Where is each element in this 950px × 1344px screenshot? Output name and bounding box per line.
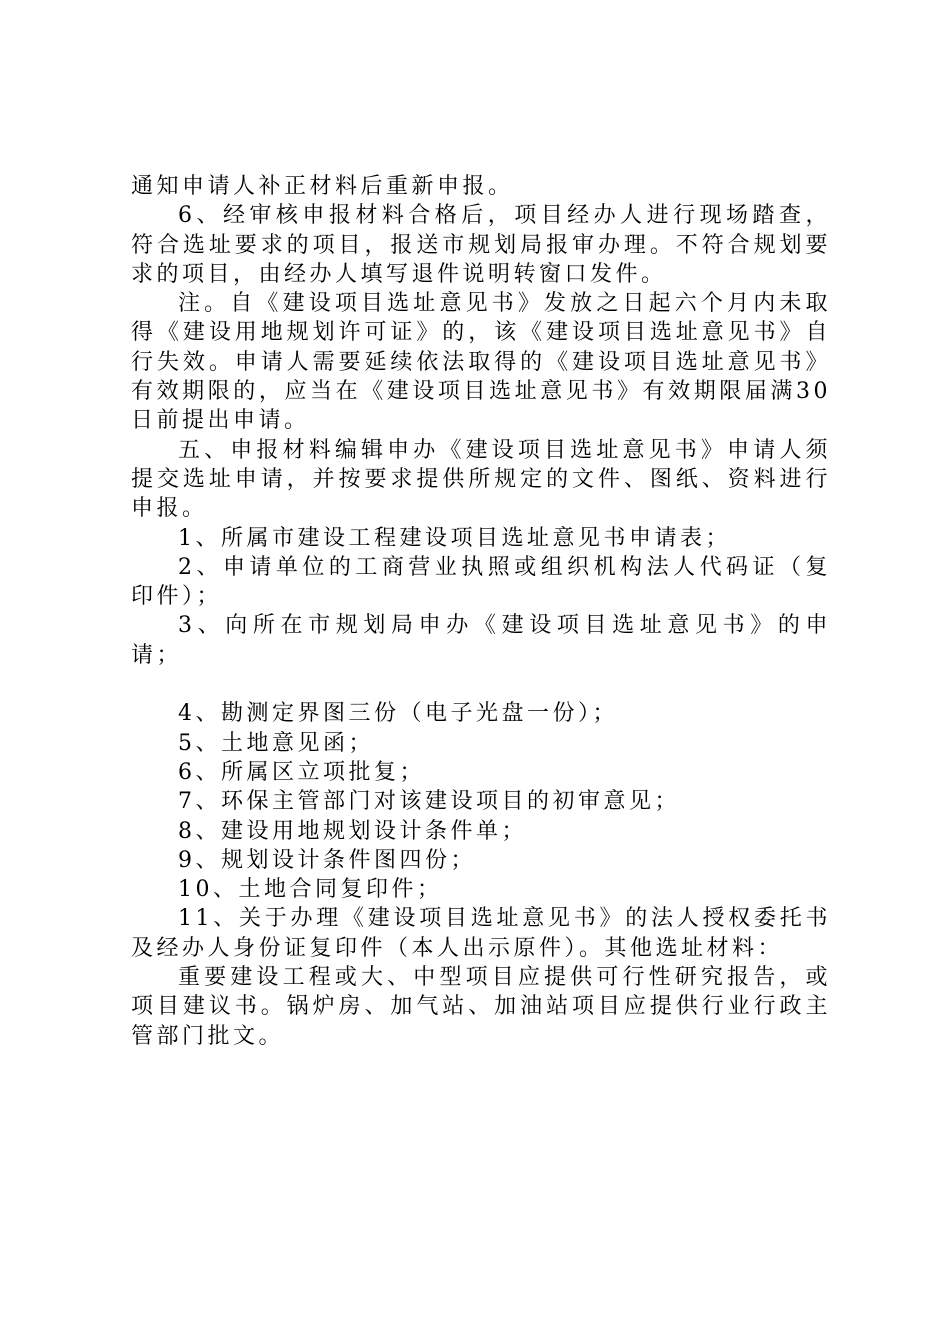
list-item: 4、勘测定界图三份（电子光盘一份）； [178, 701, 618, 727]
section-heading-5: 五、申报材料编辑申办《建设项目选址意见书》申请人须提交选址申请，并按要求提供所规定的文件、图纸、资料进行申报。 [131, 437, 831, 522]
list-item: 7、环保主管部门对该建设项目的初审意见； [178, 789, 680, 815]
paragraph-step-6: 6、经审核申报材料合格后，项目经办人进行现场踏查，符合选址要求的项目，报送市规划局报审办理。不符合规划要求的项目，由经办人填写退件说明转窗口发件。 [131, 203, 831, 287]
list-item: 2、申请单位的工商营业执照或组织机构法人代码证（复印件）； [131, 554, 831, 610]
list-item: 9、规划设计条件图四份； [178, 847, 476, 873]
list-item: 5、土地意见函； [178, 730, 374, 756]
paragraph-continuation: 通知申请人补正材料后重新申报。 [131, 174, 514, 199]
list-item: 10、土地合同复印件； [178, 877, 443, 903]
list-item: 6、所属区立项批复； [178, 759, 425, 785]
list-item: 1、所属市建设工程建设项目选址意见书申请表； [178, 525, 731, 551]
list-item: 11、关于办理《建设项目选址意见书》的法人授权委托书及经办人身份证复印件（本人出示原件）。其他选址材料： [131, 906, 831, 961]
paragraph-note: 注。自《建设项目选址意见书》发放之日起六个月内未取得《建设用地规划许可证》的，该《建设项目选址意见书》自行失效。申请人需要延续依法取得的《建设项目选址意见书》有效期限的，应当在《建设项目选址意见书》有效期限届满30日前提出申请。 [131, 291, 831, 434]
paragraph-additional-materials: 重要建设工程或大、中型项目应提供可行性研究报告，或项目建议书。锅炉房、加气站、加油站项目应提供行业行政主管部门批文。 [131, 965, 831, 1049]
document-body [131, 172, 831, 1051]
list-item: 8、建设用地规划设计条件单； [178, 818, 527, 844]
list-item: 3、向所在市规划局申办《建设项目选址意见书》的申请； [131, 613, 831, 668]
